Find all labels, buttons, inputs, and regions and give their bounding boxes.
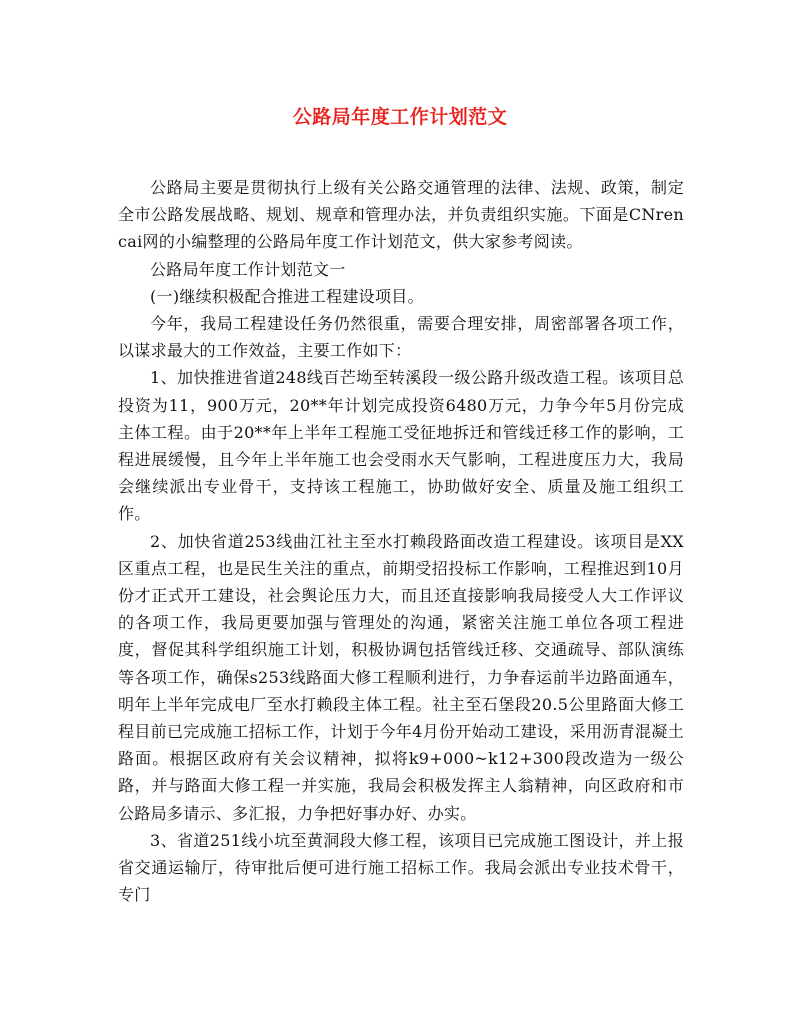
document-title: 公路局年度工作计划范文 <box>292 106 508 128</box>
item-1-paragraph: 1、加快推进省道248线百芒坳至转溪段一级公路升级改造工程。该项目总投资为11，900万元，20**年计划完成投资6480万元，力争今年5月份完成主体工程。由于20**年上半年工程施工受征地拆迁和管线迁移工作的影响，工程进展缓慢，且今年上半年施工也会受雨水天气影响，工程进度压力大，我局会继续派出专业骨干，支持该工程施工，协助做好安全、质量及施工组织工作。 <box>118 368 684 524</box>
intro-paragraph: 公路局主要是贯彻执行上级有关公路交通管理的法律、法规、政策，制定全市公路发展战略、规划、规章和管理办法，并负责组织实施。下面是CNrencai网的小编整理的公路局年度工作计划范文，供大家参考阅读。 <box>118 178 684 252</box>
subsection-heading: (一)继续积极配合推进工程建设项目。 <box>150 286 424 306</box>
item-2-paragraph: 2、加快省道253线曲江社主至水打赖段路面改造工程建设。该项目是XX区重点工程，也是民生关注的重点，前期受招投标工作影响，工程推迟到10月份才正式开工建设，社会舆论压力大，而且还直接影响我局接受人大工作评议的各项工作，我局更要加强与管理处的沟通，紧密关注施工单位各项工程进度，督促其科学组织施工计划，积极协调包括管线迁移、交通疏导、部队演练等各项工作，确保s253线路面大修工程顺利进行，力争春运前半边路面通车，明年上半年完成电厂至水打赖段主体工程。社主至石堡段20.5公里路面大修工程目前已完成施工招标工作，计划于今年4月份开始动工建设，采用沥青混凝土路面。根据区政府有关会议精神，拟将k9+000~k12+300段改造为一级公路，并与路面大修工程一并实施，我局会积极发挥主人翁精神，向区政府和市公路局多请示、多汇报，力争把好事办好、办实。 <box>118 531 684 823</box>
item-3-paragraph: 3、省道251线小坑至黄洞段大修工程，该项目已完成施工图设计，并上报省交通运输厅，待审批后便可进行施工招标工作。我局会派出专业技术骨干，专门 <box>118 830 684 905</box>
overview-paragraph: 今年，我局工程建设任务仍然很重，需要合理安排，周密部署各项工作，以谋求最大的工作效益，主要工作如下： <box>118 314 684 361</box>
document-body <box>118 174 684 908</box>
section-heading: 公路局年度工作计划范文一 <box>150 259 346 279</box>
